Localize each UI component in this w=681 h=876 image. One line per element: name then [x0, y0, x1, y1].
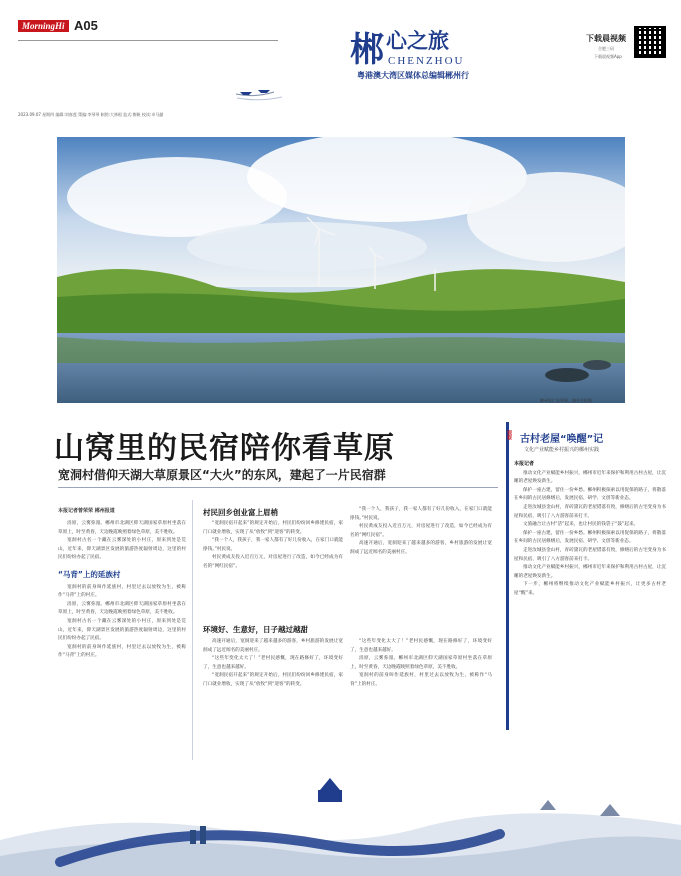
- page-number: A05: [74, 18, 98, 33]
- paragraph: 宽洞村的前身叫作延族村，村里过去以放牧为生，被称作“马背”上的村庄。: [350, 673, 492, 687]
- section-slogan: 粤港澳大湾区媒体总编辑郴州行: [357, 71, 469, 80]
- paragraph: 推动文化产业赋能乡村振兴，郴州市近年来保护和利用古村古屋，让沉睡的老屋焕发新生。: [514, 470, 666, 485]
- download-sub2: 下载晨视频App: [594, 54, 622, 59]
- sidebar-title: 古村老屋“唤醒”记: [520, 434, 604, 445]
- subheading-1: 村民回乡创业富上眉梢: [203, 508, 278, 517]
- paragraph: 推动文化产业赋能乡村振兴，郴州市近年来保护和利用古村古屋，让沉睡的老屋焕发新生。: [514, 565, 666, 579]
- paragraph: 高速开通后，宽洞迎来了越来越多的游客，乡村旅游的发展让宽洞成了远近闻名的美丽村庄。: [203, 639, 343, 653]
- paragraph: 高速开通后，宽洞迎来了越来越多的游客，乡村旅游的发展让宽洞成了远近闻名的美丽村庄。: [350, 541, 492, 555]
- headline: 山窝里的民宿陪你看草原: [54, 431, 395, 466]
- paragraph: “宽洞民宿开起来”的规定开始后，村民们纷纷回乡修建民宿，家门口就业增收，实现了从“放牧”到“迎客”的转变。: [203, 673, 343, 687]
- article-column-2b: [203, 638, 343, 734]
- paragraph: 下一步，郴州将继续推动文化产业赋能乡村振兴，让更多古村老屋“醒”来。: [514, 582, 666, 596]
- masthead-rule: [18, 40, 278, 41]
- column-divider: [192, 500, 193, 760]
- grassland-photo: [57, 137, 625, 403]
- paragraph: 村民黄成友投入近百万元，对房屋进行了改造，如今已经成为有名的“网红民宿”。: [350, 524, 492, 538]
- paragraph: 村民黄成友投入近百万元，对房屋进行了改造，如今已经成为有名的“网红民宿”。: [203, 555, 343, 569]
- paragraph: “这些年变化太大了！”老村民感慨，现在路修好了，环境变好了，生意也越来越好。: [203, 656, 343, 670]
- paragraph: 走进汝城县金山村，青砖黛瓦的老屋错落有致，修缮后的古宅变身为书屋和民宿，吸引了八方游客前来打卡。: [514, 504, 666, 519]
- deck: 宽洞村借仰天湖大草原景区“大火”的东风，建起了一片民宿群: [58, 468, 386, 482]
- masthead: [18, 14, 278, 54]
- paragraph: “宽洞民宿开起来”的规定开始后，村民们纷纷回乡修建民宿，家门口就业增收，实现了从“放牧”到“迎客”的转变。: [203, 521, 343, 535]
- paragraph: 涓原，云雾弥漫。郴州市北湖区仰天湖国家草原村坐落在草原上，时至黄昏，天边晚霞映照着绿色草原，美不胜收。: [58, 601, 186, 616]
- paragraph: “我一个人，我孩子，我一家人都有了好几份收入，在家门口就能挣钱。”村民说。: [350, 507, 492, 521]
- paragraph: 保护一座古建，留住一份乡愁。郴州积极探索以用促保的路子，将散落在乡间的古民居修缮后，发展民宿、研学、文创等新业态。: [514, 487, 666, 502]
- paragraph: 涓原，云雾弥漫。郴州市北湖区仰天湖国家草原村坐落在草原上，时至黄昏，天边晚霞映照着绿色草原，美不胜收。: [58, 521, 186, 535]
- section-title-rest: 心之旅: [386, 28, 449, 53]
- section-title-char: 郴: [350, 30, 383, 70]
- qr-code[interactable]: [634, 26, 666, 58]
- download-sub: 合肥三码: [598, 46, 614, 51]
- sidebar-body: [514, 460, 666, 730]
- photo-caption: 郴州安仁县草原。湖社会报地: [540, 398, 592, 403]
- paragraph: 宽洞村的前身叫作延族村，村里过去以放牧为生，被称作“马背”上的村庄。: [58, 584, 186, 599]
- article-column-3a: [350, 506, 492, 590]
- paragraph: 文旅融合让古村“活”起来，也让村民的钱袋子“鼓”起来。: [523, 522, 639, 528]
- paragraph: 宽洞村古名一个藏在云雾深处的小村庄，原来到处是荒山，近年来，仰天湖景区发展的旅游热度辐射周边，这里的村民们纷纷办起了民宿。: [58, 538, 186, 561]
- landscape-illustration: [57, 137, 625, 403]
- section-heading: “马背”上的延族村: [58, 569, 121, 579]
- paragraph: 宽洞村古名一个藏在云雾深处的小村庄，原来到处是荒山，近年来，仰天湖景区发展的旅游热度辐射周边，这里的村民们纷纷办起了民宿。: [58, 618, 186, 642]
- paragraph: “这些年变化太大了！”老村民感慨，现在路修好了，环境变好了，生意也越来越好。: [350, 639, 492, 653]
- paragraph: 保护一座古建，留住一份乡愁。郴州积极探索以用促保的路子，将散落在乡间的古民居修缮后，发展民宿、研学、文创等新业态。: [514, 530, 666, 545]
- footer-illustration: [0, 770, 681, 876]
- headline-rule: [58, 487, 498, 488]
- sidebar-subtitle: 文化产业赋能乡村振兴的郴州实践: [524, 447, 600, 453]
- section-title-en: CHENZHOU: [388, 55, 465, 67]
- sidebar-tag: 观察: [506, 430, 512, 440]
- download-label: 下载晨视频: [586, 34, 626, 43]
- byline: 本报记者曾荣荣 郴州报道: [58, 508, 115, 514]
- masthead-meta: 2023.09.07 星期四 编辑:刘春莲 策编:李琴琴 制图:大林根 监式:衡帆 校读:卓马勰: [18, 112, 164, 117]
- paragraph: 涓原，云雾弥漫。郴州市北湖区仰天湖国家草原村坐落在草原上，时至黄昏，天边晚霞映照着绿色草原，美不胜收。: [350, 656, 492, 670]
- paragraph: “我一个人，我孩子，我一家人都有了好几份收入，在家门口就能挣钱。”村民说。: [203, 538, 343, 552]
- paragraph: 走进汝城县金山村，青砖黛瓦的老屋错落有致，修缮后的古宅变身为书屋和民宿，吸引了八方游客前来打卡。: [514, 547, 666, 562]
- sidebar-byline: 本报记者: [514, 461, 535, 467]
- paragraph: 宽洞村的前身叫作延族村，村里过去以放牧为生，被称作“马背”上的村庄。: [58, 644, 186, 659]
- article-column-2a: [203, 520, 343, 618]
- article-column-1: [58, 520, 186, 760]
- boats-illustration: [234, 78, 284, 102]
- newspaper-logo: MorningHi: [18, 20, 69, 32]
- article-column-3b: [350, 638, 492, 734]
- subheading-2: 环境好、生意好，日子越过越甜: [203, 625, 308, 634]
